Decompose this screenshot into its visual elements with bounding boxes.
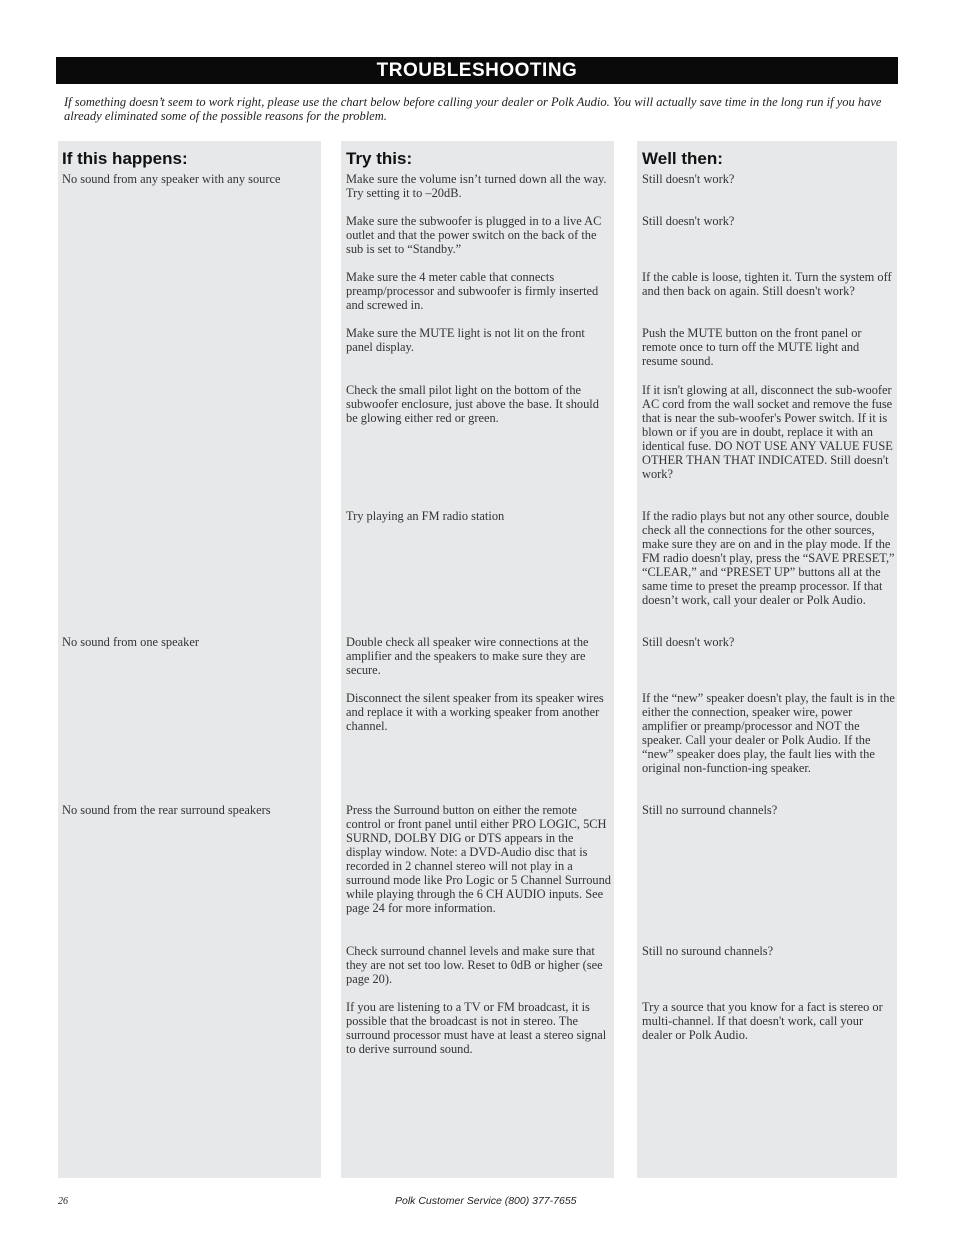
- followup-cell: If the radio plays but not any other source, double check all the connections for the other sources, make sure they are on and in the play mode. If the FM radio doesn't play, press the “SAVE PRESET,” “CLEAR,” and “PRESET UP” buttons all at the same time to preset the preamp processor. If that doesn’t work, call your dealer or Polk Audio.: [642, 509, 895, 607]
- solution-cell: Double check all speaker wire connections at the amplifier and the speakers to make sure they are secure.: [346, 635, 589, 677]
- solution-cell: If you are listening to a TV or FM broadcast, it is possible that the broadcast is not in stereo. The surround processor must have at least a stereo signal to derive surround sound.: [346, 1000, 607, 1056]
- followup-cell: Still doesn't work?: [642, 635, 735, 649]
- solution-cell: Press the Surround button on either the remote control or front panel until either PRO LOGIC, 5CH SURND, DOLBY DIG or DTS appears in the display window. Note: a DVD-Audio disc that is recorded in 2 channel stereo will not play in a surround mode like Pro Logic or 5 Channel Surround while playing through the 6 CH AUDIO inputs. See page 24 for more information.: [346, 803, 611, 915]
- solution-cell: Make sure the subwoofer is plugged in to a live AC outlet and that the power switch on the back of the sub is set to “Standby.”: [346, 214, 602, 256]
- followup-cell: If it isn't glowing at all, disconnect the sub-woofer AC cord from the wall socket and remove the fuse that is near the sub-woofer's Power switch. If it is blown or if you are in doubt, replace it with an identical fuse. DO NOT USE ANY VALUE FUSE OTHER THAN THAT INDICATED. Still doesn't work?: [642, 383, 893, 481]
- solution-cell: Try playing an FM radio station: [346, 509, 505, 523]
- solution-cell: Make sure the volume isn’t turned down all the way. Try setting it to –20dB.: [346, 172, 607, 200]
- followup-cell: Still doesn't work?: [642, 172, 735, 186]
- followup-cell: Still no surround channels?: [642, 803, 778, 817]
- followup-cell: Push the MUTE button on the front panel or remote once to turn off the MUTE light and resume sound.: [642, 326, 862, 368]
- section-title: TROUBLESHOOTING: [56, 57, 898, 84]
- followup-cell: Still no suround channels?: [642, 944, 774, 958]
- column-well-then: [637, 141, 897, 1178]
- solution-cell: Make sure the MUTE light is not lit on the front panel display.: [346, 326, 585, 354]
- problem-cell: No sound from the rear surround speakers: [62, 803, 271, 817]
- intro-paragraph: If something doesn’t seem to work right, please use the chart below before calling your dealer or Polk Audio. You will actually save time in the long run if you have already eliminated some of the possible reasons for the problem.: [64, 95, 882, 123]
- problem-cell: No sound from any speaker with any source: [62, 172, 281, 186]
- followup-cell: Try a source that you know for a fact is stereo or multi-channel. If that doesn't work, call your dealer or Polk Audio.: [642, 1000, 883, 1042]
- solution-cell: Check the small pilot light on the bottom of the subwoofer enclosure, just above the base. It should be glowing either red or green.: [346, 383, 599, 425]
- followup-cell: If the “new” speaker doesn't play, the fault is in the either the connection, speaker wire, power amplifier or preamp/processor and NOT the speaker. Call your dealer or Polk Audio. If the “new” speaker does play, the fault lies with the original non-function-ing speaker.: [642, 691, 895, 775]
- followup-cell: Still doesn't work?: [642, 214, 735, 228]
- solution-cell: Check surround channel levels and make sure that they are not set too low. Reset to 0dB or higher (see page 20).: [346, 944, 603, 986]
- problem-cell: No sound from one speaker: [62, 635, 199, 649]
- solution-cell: Disconnect the silent speaker from its speaker wires and replace it with a working speaker from another channel.: [346, 691, 604, 733]
- column-heading-then: Well then:: [642, 149, 723, 168]
- column-if-this-happens: [58, 141, 321, 1178]
- column-try-this: [341, 141, 614, 1178]
- followup-cell: If the cable is loose, tighten it. Turn the system off and then back on again. Still doesn't work?: [642, 270, 892, 298]
- column-heading-try: Try this:: [346, 149, 413, 168]
- solution-cell: Make sure the 4 meter cable that connects preamp/processor and subwoofer is firmly inserted and screwed in.: [346, 270, 599, 312]
- column-heading-happens: If this happens:: [62, 149, 188, 168]
- customer-service-line: Polk Customer Service (800) 377-7655: [395, 1195, 577, 1207]
- page-number: 26: [58, 1196, 68, 1207]
